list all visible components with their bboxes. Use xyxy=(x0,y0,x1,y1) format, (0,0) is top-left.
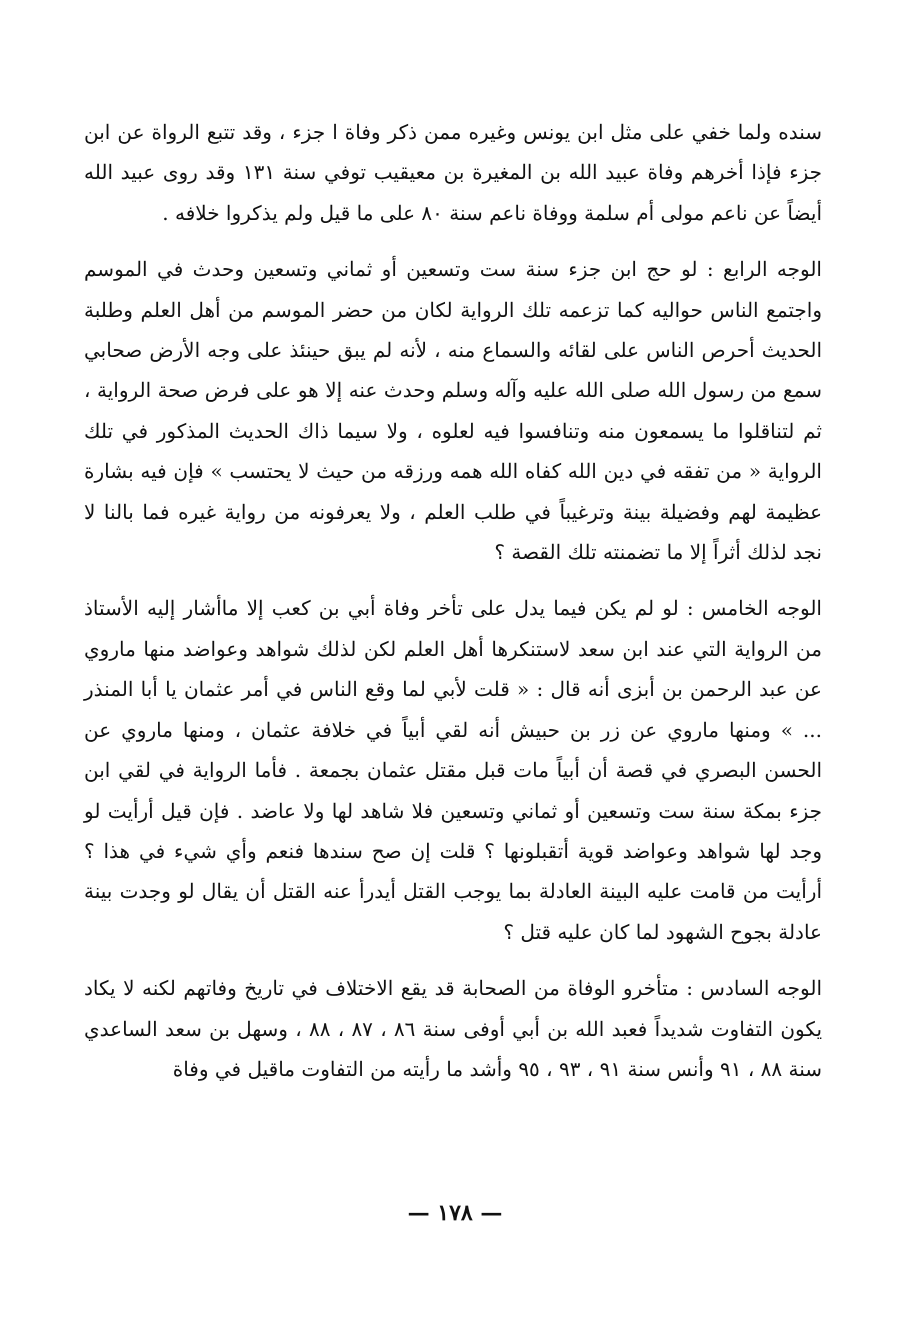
paragraph-fourth-aspect: الوجه الرابع : لو حج ابن جزء سنة ست وتسعين أو ثماني وتسعين وحدث في الموسم واجتمع الناس حواليه كما تزعمه تلك الرواية لكان من حضر الموسم من أهل العلم وطلبة الحديث أحرص الناس على لقائه والسماع منه ، لأنه لم يبق حينئذ على وجه الأرض صحابي سمع من رسول الله صلى الله عليه وآله وسلم وحدث عنه إلا هو على فرض صحة الرواية ، ثم لتناقلوا ما يسمعون منه وتنافسوا فيه لعلوه ، ولا سيما ذاك الحديث المذكور في تلك الرواية « من تفقه في دين الله كفاه الله همه ورزقه من حيث لا يحتسب » فإن فيه بشارة عظيمة لهم وفضيلة بينة وترغيباً في طلب العلم ، ولا يعرفونه من رواية غيره فما بالنا لا نجد لذلك أثراً إلا ما تضمنته تلك القصة ؟ xyxy=(84,257,822,565)
paragraph-intro: سنده ولما خفي على مثل ابن يونس وغيره ممن ذكر وفاة ا جزء ، وقد تتبع الرواة عن ابن جزء فإذا أخرهم وفاة عبيد الله بن المغيرة بن معيقيب توفي سنة ١٣١ وقد روى عبيد الله أيضاً عن ناعم مولى أم سلمة ووفاة ناعم سنة ٨٠ على ما قيل ولم يذكروا خلافه . xyxy=(84,120,822,225)
paragraph-sixth-aspect: الوجه السادس : متأخرو الوفاة من الصحابة قد يقع الاختلاف في تاريخ وفاتهم لكنه لا يكاد يكون التفاوت شديداً فعبد الله بن أبي أوفى سنة ٨٦ ، ٨٧ ، ٨٨ ، وسهل بن سعد الساعدي سنة ٨٨ ، ٩١ وأنس سنة ٩١ ، ٩٣ ، ٩٥ وأشد ما رأيته من التفاوت ماقيل في وفاة xyxy=(84,976,823,1081)
page-number: — ١٧٨ — xyxy=(407,1200,503,1226)
paragraph-fifth-aspect: الوجه الخامس : لو لم يكن فيما يدل على تأخر وفاة أبي بن كعب إلا ماأشار إليه الأستاذ من الرواية التي عند ابن سعد لاستنكرها أهل العلم لكن لذلك شواهد وعواضد منها ماروي عن عبد الرحمن بن أبزى أنه قال : « قلت لأبي لما وقع الناس في أمر عثمان يا أبا المنذر ... » ومنها ماروي عن زر بن حبيش أنه لقي أبياً في خلافة عثمان ، ومنها ماروي عن الحسن البصري في قصة أن أبياً مات قبل مقتل عثمان بجمعة . فأما الرواية في لقي ابن جزء بمكة سنة ست وتسعين أو ثماني وتسعين فلا شاهد لها ولا عاضد . فإن قيل أرأيت لو وجد لها شواهد وعواضد قوية أتقبلونها ؟ قلت إن صح سندها فنعم وأي شيء في هذا ؟ أرأيت من قامت عليه البينة العادلة بما يوجب القتل أيدرأ عنه القتل أن يقال لو وجدت بينة عادلة بجوح الشهود لما كان عليه قتل ؟ xyxy=(84,596,822,944)
